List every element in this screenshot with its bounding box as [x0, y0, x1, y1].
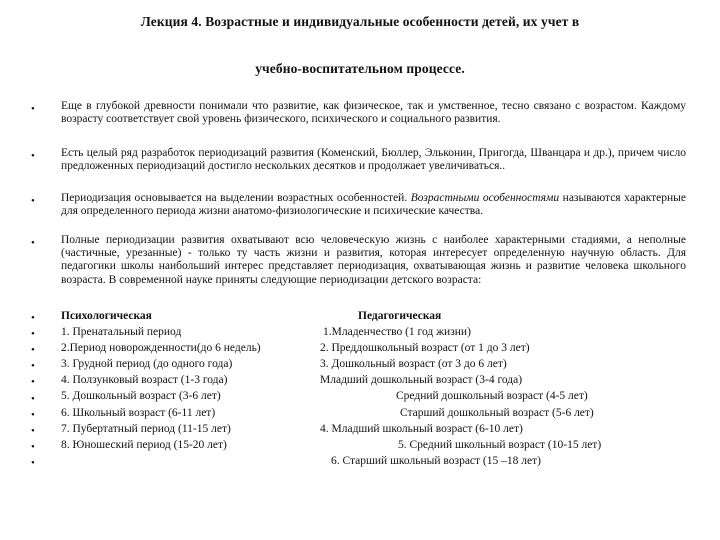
bullet: •: [31, 393, 35, 405]
bullet: •: [31, 360, 35, 372]
bullet: •: [31, 328, 35, 340]
pedagogical-period-item: Старший дошкольный возраст (5-6 лет): [400, 407, 594, 419]
paragraph-full-periodizations: Полные периодизации развития охватывают всю человеческую жизнь с наиболее характерными стадиями, а неполные (частичные, урезанные) - только ту часть жизни и развития, которая интересует определенную научную область. Для педагогики школы наибольший интерес представляет периодизация, охватывающая жизнь и развитие человека школьного возраста. В современной науке приняты следующие периодизации детского возраста:: [61, 234, 686, 286]
paragraph-age-features-start: Периодизация основывается на выделении возрастных особенностей.: [61, 192, 411, 204]
age-features-term: Возрастными особенностями: [410, 192, 560, 204]
bullet: •: [31, 312, 35, 324]
psychological-period-item: 6. Школьный возраст (6-11 лет): [61, 407, 216, 419]
title-line-2: учебно-воспитательном процессе.: [255, 61, 465, 76]
bullet: •: [31, 150, 35, 162]
bullet: •: [31, 103, 35, 115]
paragraph-periodization-developments: Есть целый ряд разработок периодизаций развития (Коменский, Бюллер, Эльконин, Пригогда, Шванцара и др.), причем число предложенных периодизаций достигло нескольких десятков и продолжает увеличиваться..: [61, 147, 686, 173]
psychological-header: Психологическая: [61, 310, 152, 322]
bullet: •: [31, 425, 35, 437]
psychological-period-item: 1. Пренатальный период: [61, 326, 182, 338]
bullet: •: [31, 195, 35, 207]
pedagogical-period-item: Средний дошкольный возраст (4-5 лет): [396, 390, 588, 402]
title-line-1: Лекция 4. Возрастные и индивидуальные особенности детей, их учет в: [140, 14, 580, 29]
paragraph-age-features: [61, 192, 686, 218]
psychological-period-item: 8. Юношеский период (15-20 лет): [61, 439, 227, 451]
bullet: •: [31, 457, 35, 469]
pedagogical-period-item: 6. Старший школьный возраст (15 –18 лет): [331, 455, 541, 467]
pedagogical-period-item: Младший дошкольный возраст (3-4 года): [320, 374, 523, 386]
paragraph-ancient-understanding: Еще в глубокой древности понимали что развитие, как физическое, так и умственное, тесно связано с возрастом. Каждому возрасту соответствует свой уровень физического, психического и социального развития.: [61, 100, 686, 126]
pedagogical-period-item: 1.Младенчество (1 год жизни): [323, 326, 471, 338]
pedagogical-period-item: 5. Средний школьный возраст (10-15 лет): [398, 439, 602, 451]
psychological-period-item: 4. Ползунковый возраст (1-3 года): [61, 374, 228, 386]
bullet: •: [31, 376, 35, 388]
bullet: •: [31, 344, 35, 356]
psychological-period-item: 5. Дошкольный возраст (3-6 лет): [61, 390, 221, 402]
psychological-period-item: 3. Грудной период (до одного года): [61, 358, 233, 370]
bullet: •: [31, 237, 35, 249]
pedagogical-period-item: 3. Дошкольный возраст (от 3 до 6 лет): [320, 358, 507, 370]
pedagogical-header: Педагогическая: [358, 310, 442, 322]
bullet: •: [31, 409, 35, 421]
paragraph-age-features-end: называются характерные для определенного периода жизни анатомо-физиологические и психические качества.: [61, 192, 686, 218]
pedagogical-period-item: 4. Младший школьный возраст (6-10 лет): [320, 423, 523, 435]
psychological-period-item: 7. Пубертатный период (11-15 лет): [61, 423, 231, 435]
pedagogical-period-item: 2. Преддошкольный возраст (от 1 до 3 лет): [320, 342, 530, 354]
psychological-period-item: 2.Период новорожденности(до 6 недель): [61, 342, 261, 354]
bullet: •: [31, 441, 35, 453]
